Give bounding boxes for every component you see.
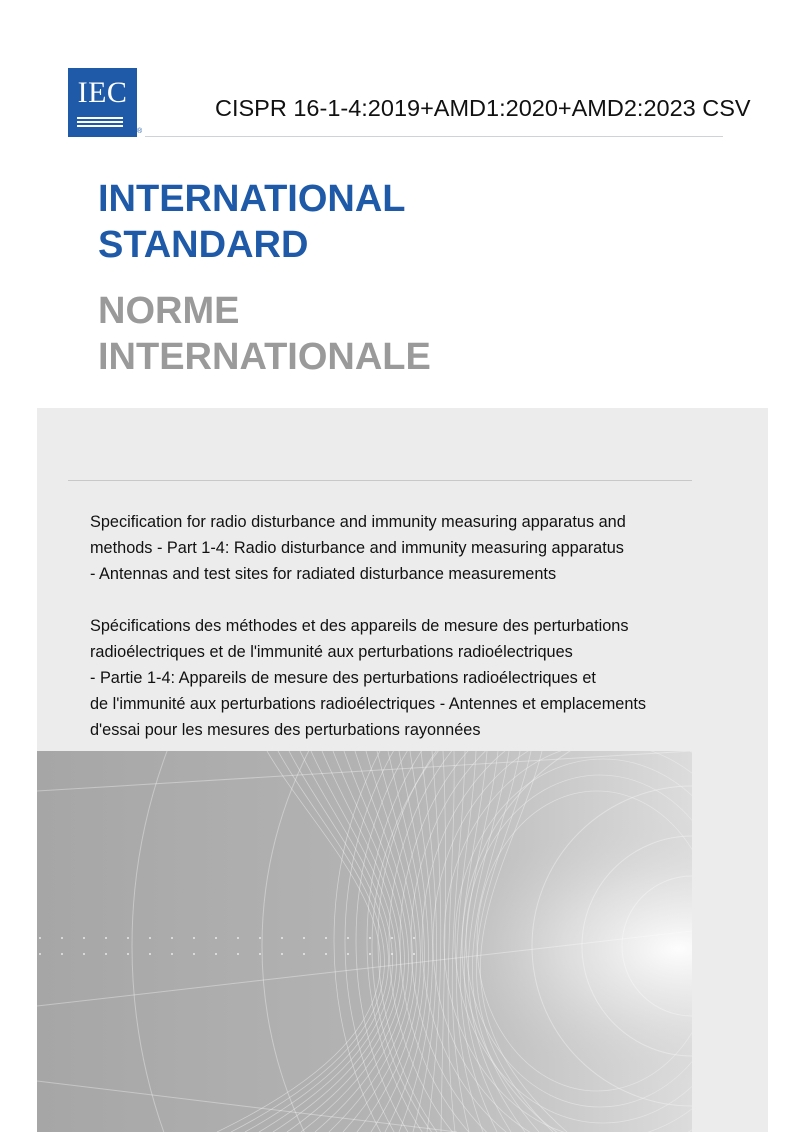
iec-logo-text: IEC [77,76,128,109]
header-divider [145,136,723,137]
title-english-line1: INTERNATIONAL [98,178,406,220]
panel-divider [68,480,692,481]
cover-graphic [37,751,692,1132]
title-french-line1: NORME [98,290,240,332]
iec-logo [68,68,137,137]
registered-mark: ® [137,128,143,135]
title-french [98,288,431,380]
title-english [98,176,406,268]
description-english: Specification for radio disturbance and immunity measuring apparatus and methods - Part 1-4: Radio disturbance and immunity measuring apparatus - Antennas and test sites for radiated disturbance measurements [90,513,626,583]
description-block [90,509,690,743]
iec-logo-bars [77,117,123,129]
description-french: Spécifications des méthodes et des appareils de mesure des perturbations radioélectriques et de l'immunité aux perturbations radioélectriques - Partie 1-4: Appareils de mesure des perturbations radioélectriques et de l'immunité aux perturbations radioélectriques - Antennes et emplacements d'essai pour les mesures des perturbations rayonnées [90,617,647,739]
standard-reference: CISPR 16-1-4:2019+AMD1:2020+AMD2:2023 CSV [215,95,751,121]
title-english-line2: STANDARD [98,224,309,266]
title-french-line2: INTERNATIONALE [98,336,431,378]
